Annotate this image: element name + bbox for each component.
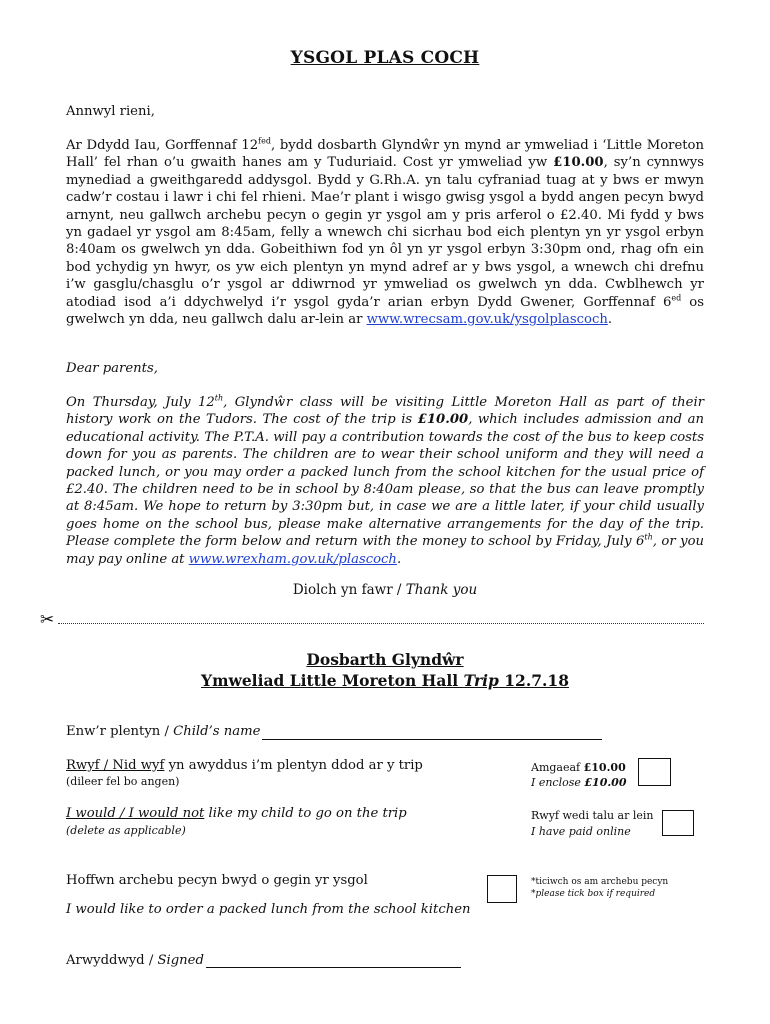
enclose-english <box>531 776 627 789</box>
welsh-sup-1: fed <box>258 136 271 146</box>
cut-line <box>40 612 704 632</box>
scissors-icon: ✂ <box>40 610 55 630</box>
permission-english-text: like my child to go on the trip <box>204 806 407 821</box>
signed-label-welsh: Arwyddwyd / <box>66 953 158 968</box>
permission-welsh <box>66 758 423 773</box>
enclose-welsh-text: Amgaeaf <box>531 761 584 774</box>
welsh-text-1: Ar Ddydd Iau, Gorffennaf 12 <box>66 138 259 153</box>
welsh-payment-link[interactable]: www.wrecsam.gov.uk/ysgolplascoch <box>366 312 608 328</box>
form-title-trip-c: 12.7.18 <box>498 671 569 690</box>
welsh-greeting: Annwyl rieni, <box>66 104 155 119</box>
signed-label <box>66 953 204 968</box>
welsh-cost: £10.00 <box>553 155 604 171</box>
thanks-welsh: Diolch yn fawr / <box>292 582 406 598</box>
welsh-text-3: , sy’n cynnwys mynediad a gweithgaredd addysgol. Bydd y G.Rh.A. yn talu cyfraniad tuag at y bws er mwyn cadw’r costau i lawr i chi fel rhieni. Mae’r plant i wisgo gwisg ysgol a bydd angen pecyn bwyd arnynt, neu gallwch archebu pecyn o gegin yr ysgol am y pris arferol o £2.40. Mi fydd y bws yn gadael yr ysgol am 8:45am, felly a wnewch chi sicrhau bod eich plentyn yn yr ysgol erbyn 8:40am os gwelwch yn dda. Gobeithiwn fod yn ôl yn yr ysgol erbyn 3:30pm ond, rhag ofn ein bod ychydig yn hwyr, os yw eich plentyn yn mynd adref ar y bws ysgol, a wnewch chi drefnu i’w gasglu/chasglu o’r ysgol ar ddiwrnod yr ymweliad os gwelwch yn dda. Cwblhewch yr atodiad isod a’i ddychwelyd i’r ysgol gyda’r arian erbyn Dydd Gwener, Gorffennaf 6 <box>66 155 704 310</box>
welsh-text-end: . <box>607 312 613 328</box>
welsh-paragraph <box>66 137 704 328</box>
lunch-checkbox[interactable] <box>487 875 517 903</box>
permission-welsh-text: yn awyddus i’m plentyn ddod ar y trip <box>164 758 423 773</box>
english-paragraph <box>66 394 704 568</box>
enclose-english-amount: £10.00 <box>584 776 627 789</box>
signed-label-english: Signed <box>157 953 204 968</box>
english-cost: £10.00 <box>417 412 469 428</box>
paid-online-english: I have paid online <box>531 825 631 838</box>
english-text-4: , or you may pay online at <box>66 534 704 567</box>
thank-you-line <box>0 582 770 598</box>
form-title-trip-b: Trip <box>463 671 499 690</box>
page-title: YSGOL PLAS COCH <box>290 48 480 68</box>
welsh-text-4: os gwelwch yn dda, neu gallwch dalu ar-lein ar <box>66 294 704 328</box>
tick-note-welsh: *ticiwch os am archebu pecyn <box>531 877 669 887</box>
welsh-text-2: , bydd dosbarth Glyndŵr yn mynd ar ymweliad i ‘Little Moreton Hall’ fel rhan o’u gwaith hanes am y Tuduriaid. Cost yr ymweliad yw <box>66 138 704 171</box>
permission-english <box>66 806 407 821</box>
enclose-welsh-amount: £10.00 <box>583 761 626 774</box>
english-text-end: . <box>396 551 402 567</box>
form-title-trip <box>0 671 770 690</box>
english-greeting: Dear parents, <box>66 361 158 376</box>
child-name-label-welsh: Enw’r plentyn / <box>66 724 174 739</box>
permission-english-options: I would / I would not <box>66 806 205 821</box>
child-name-field[interactable] <box>262 739 602 740</box>
child-name-label <box>66 724 260 739</box>
enclose-welsh <box>531 761 626 774</box>
english-text-2: , Glyndŵr class will be visiting Little Moreton Hall as part of their history work on the Tudors. The cost of the trip is <box>66 395 705 428</box>
english-sup-2: th <box>644 532 653 542</box>
english-payment-link[interactable]: www.wrexham.gov.uk/plascoch <box>188 551 397 567</box>
english-text-3: , which includes admission and an educational activity. The P.T.A. will pay a contribution towards the cost of the bus to keep costs down for you as parents. The children are to wear their school uniform and they will need a packed lunch, or you may order a packed lunch from the school kitchen for the usual price of £2.40. The children need to be in school by 8:40am please, so that the bus can leave promptly at 8:45am. We hope to return by 3:30pm but, in case we are a little later, if your child usually goes home on the school bus, please make alternative arrangements for the day of the trip. Please complete the form below and return with the money to school by Friday, July 6 <box>66 412 704 550</box>
thanks-english: Thank you <box>405 582 478 598</box>
form-title-class: Dosbarth Glyndŵr <box>306 650 464 669</box>
tick-note-english: *please tick box if required <box>531 889 656 899</box>
welsh-sup-2: ed <box>671 293 682 303</box>
enclose-checkbox[interactable] <box>638 758 671 786</box>
dotted-divider <box>58 623 704 624</box>
permission-welsh-options: Rwyf / Nid wyf <box>66 758 165 773</box>
english-sup-1: th <box>214 393 224 403</box>
permission-welsh-note: (dileer fel bo angen) <box>66 775 180 788</box>
lunch-english: I would like to order a packed lunch from the school kitchen <box>66 902 471 917</box>
paid-online-checkbox[interactable] <box>662 810 694 836</box>
form-title-trip-a: Ymweliad Little Moreton Hall <box>201 671 464 690</box>
enclose-english-text: I enclose <box>531 776 585 789</box>
permission-english-note: (delete as applicable) <box>66 824 186 837</box>
signature-field[interactable] <box>206 967 461 968</box>
paid-online-welsh: Rwyf wedi talu ar lein <box>531 809 654 822</box>
english-text-1: On Thursday, July 12 <box>66 395 215 410</box>
child-name-label-english: Child’s name <box>173 724 261 739</box>
lunch-welsh: Hoffwn archebu pecyn bwyd o gegin yr ysgol <box>66 873 368 888</box>
